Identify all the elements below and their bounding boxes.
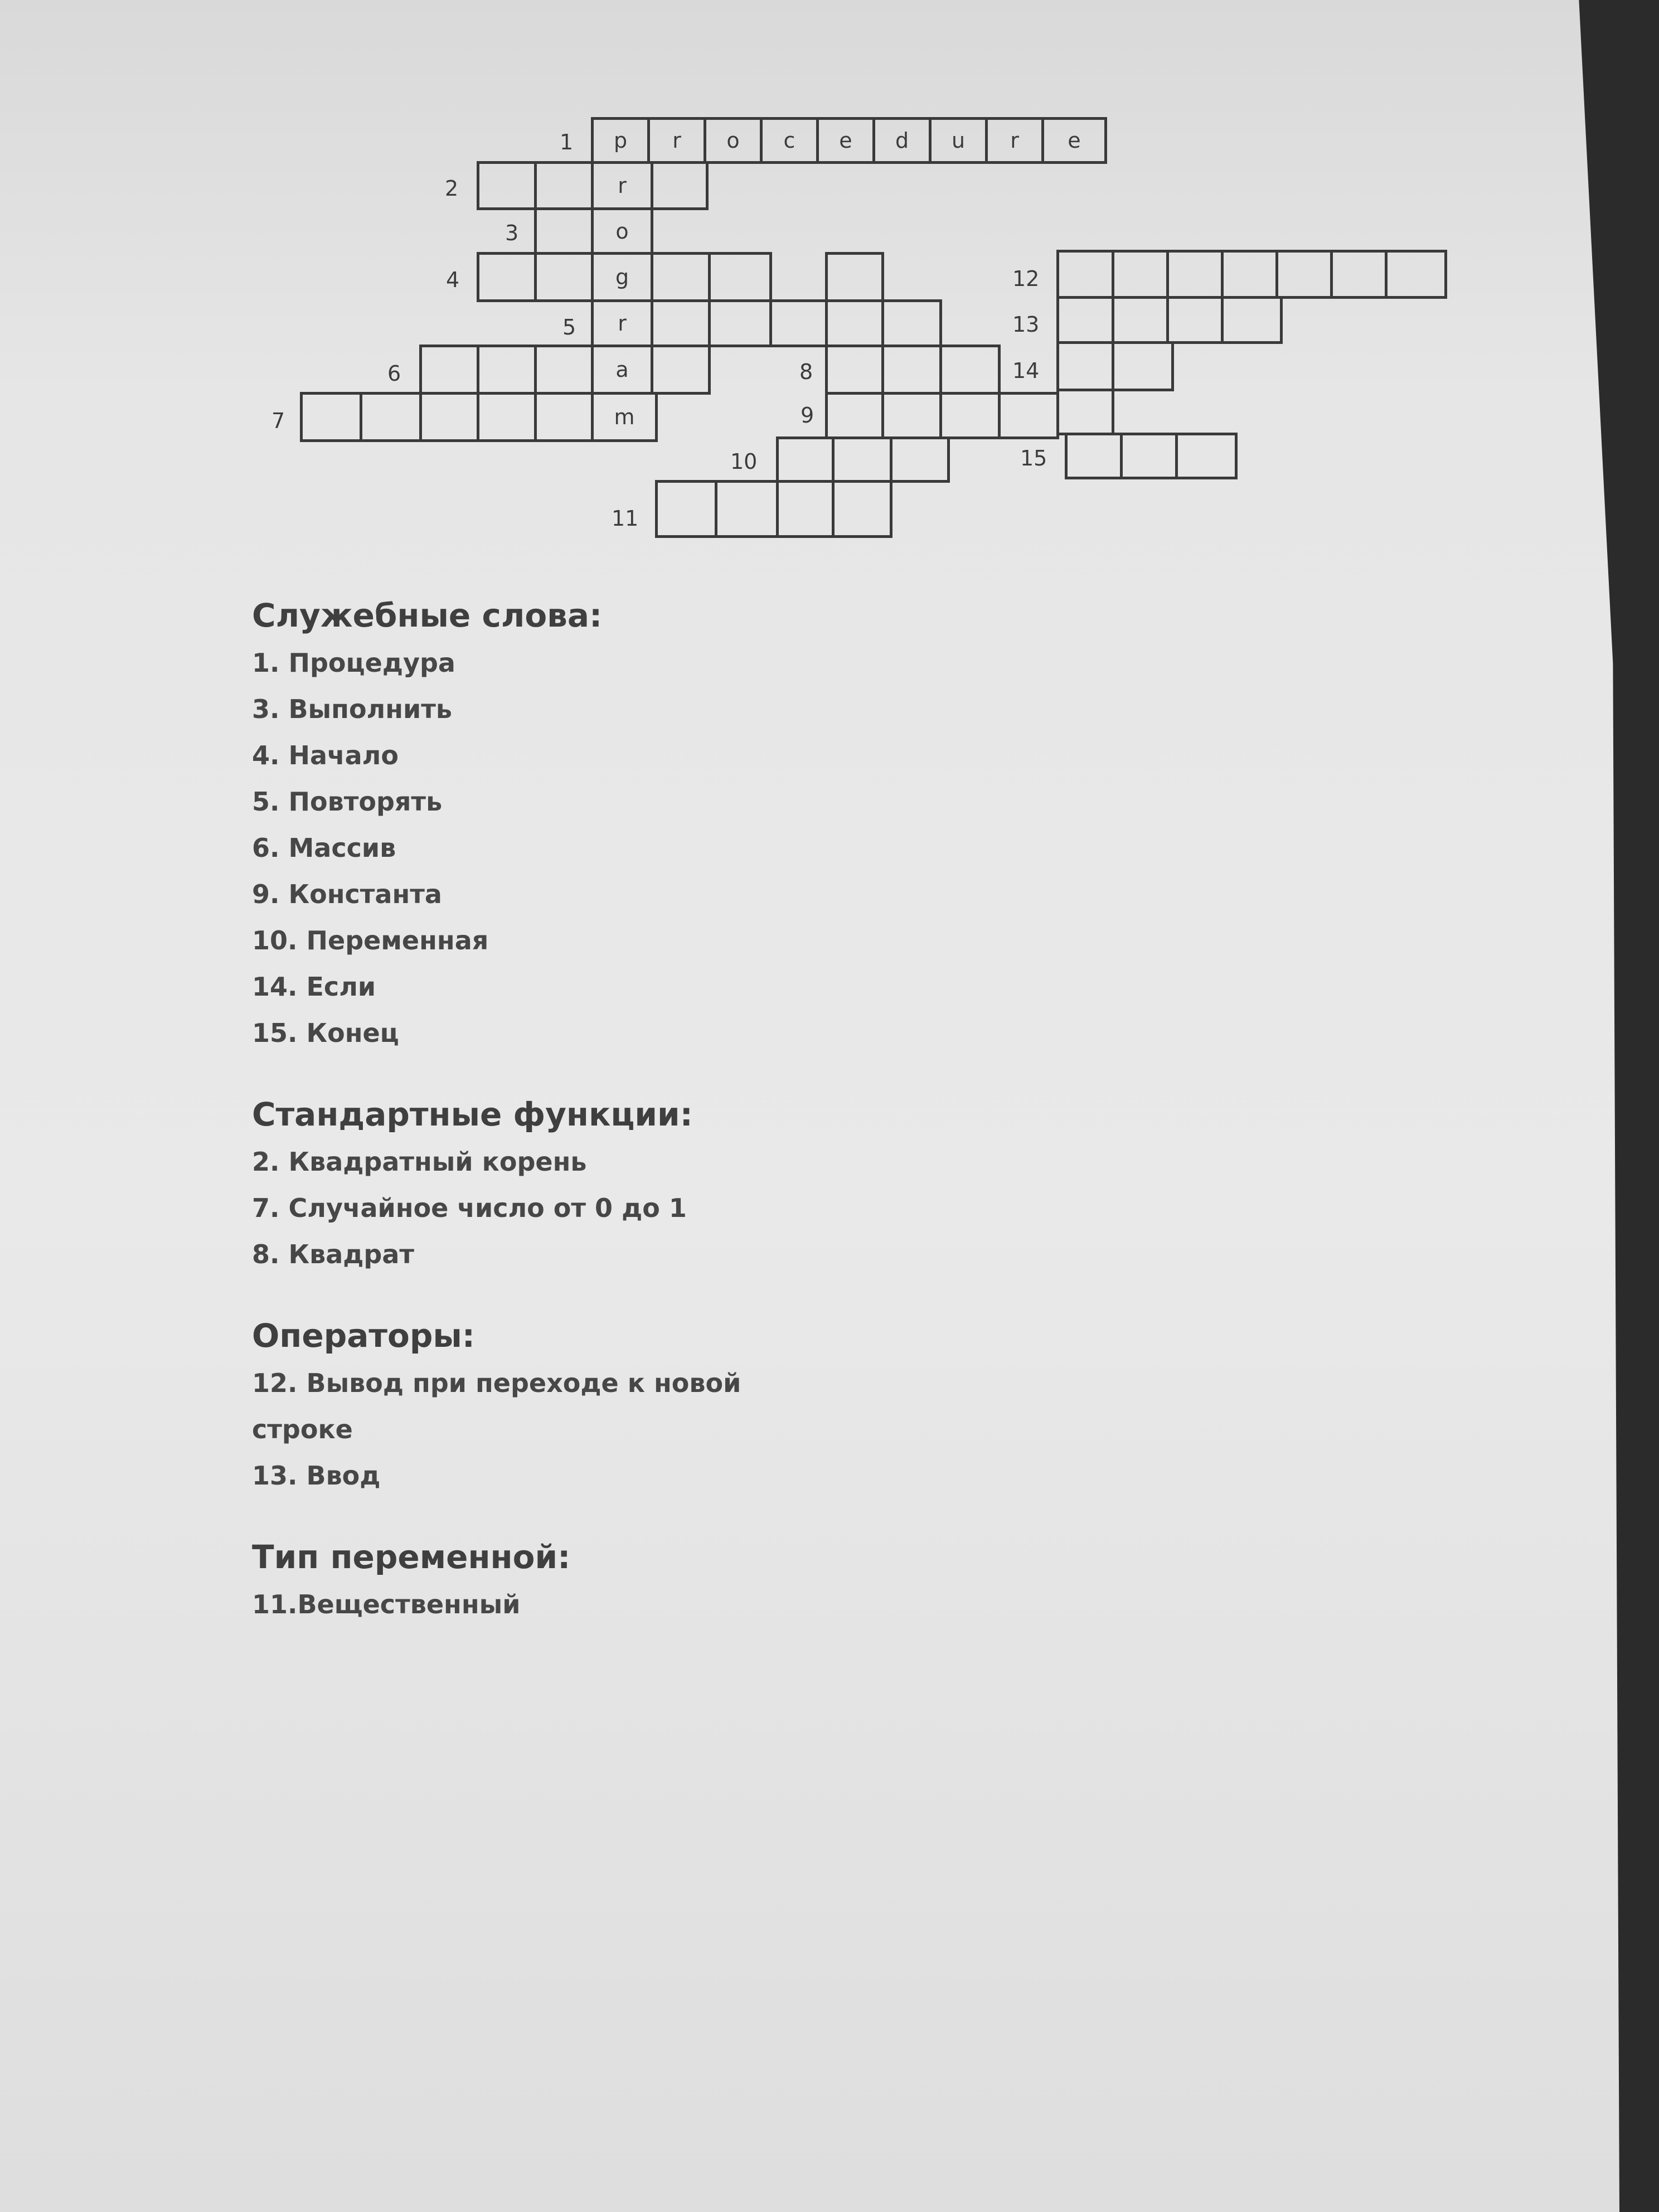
clue-item: 2. Квадратный корень: [252, 1147, 587, 1177]
clue-list: [252, 591, 1255, 1661]
clue-number: 1: [560, 130, 574, 154]
crossword-cell: [1175, 433, 1238, 479]
clue-number: 5: [562, 315, 576, 339]
crossword-cell: [939, 345, 1001, 395]
clue-item: 10. Переменная: [252, 925, 489, 955]
crossword-cell: [825, 252, 884, 302]
crossword-cell: [825, 392, 884, 439]
crossword-cell: [300, 392, 362, 442]
clue-item: 1. Процедура: [252, 648, 455, 678]
crossword-cell: [1166, 296, 1224, 344]
crossword-cell: [655, 480, 717, 538]
crossword-cell: r: [647, 117, 706, 164]
crossword-cell: [769, 299, 828, 347]
crossword-cell: g: [591, 252, 653, 302]
crossword-cell: [1120, 433, 1178, 479]
clue-number: 6: [387, 361, 401, 386]
crossword-cell: [534, 161, 594, 210]
crossword-cell: [1275, 250, 1333, 299]
crossword-cell: [477, 252, 537, 302]
clue-item: 9. Константа: [252, 879, 442, 909]
crossword-cell: [534, 392, 594, 442]
clue-number: 10: [730, 449, 758, 474]
clue-item: 6. Массив: [252, 833, 396, 863]
clue-item: 14. Если: [252, 972, 376, 1002]
crossword-cell: [477, 161, 537, 210]
crossword-cell: [1112, 341, 1174, 391]
clue-item: 11.Вещественный: [252, 1589, 521, 1619]
crossword-cell: [776, 480, 835, 538]
crossword-cell: [360, 392, 422, 442]
clue-number: 4: [446, 268, 460, 292]
section-operators: [252, 1311, 1255, 1499]
crossword-cell: [1056, 341, 1114, 391]
section-variable-type: [252, 1532, 1255, 1628]
crossword-cell: d: [872, 117, 932, 164]
crossword-cell: [477, 392, 537, 442]
crossword-cell: [651, 299, 711, 347]
crossword-cell: [1056, 296, 1114, 344]
crossword-cell: [832, 436, 892, 483]
crossword-cell: [776, 436, 835, 483]
crossword-cell: [832, 480, 892, 538]
clue-number: 11: [612, 506, 639, 531]
crossword-cell: p: [591, 117, 650, 164]
clue-item: 3. Выполнить: [252, 694, 452, 724]
crossword-cell: [708, 299, 772, 347]
clue-item: 5. Повторять: [252, 787, 443, 817]
clue-item: 4. Начало: [252, 740, 399, 770]
crossword-cell: m: [591, 392, 658, 442]
crossword-cell: [1221, 296, 1283, 344]
crossword-cell: r: [985, 117, 1044, 164]
crossword-cell: [890, 436, 950, 483]
crossword-cell: [881, 299, 942, 347]
crossword-cell: [881, 345, 942, 395]
crossword-cell: o: [591, 207, 653, 255]
clue-number: 2: [445, 176, 459, 201]
crossword-cell: [998, 392, 1059, 439]
crossword-cell: a: [591, 345, 653, 395]
crossword-cell: [1166, 250, 1224, 299]
crossword-cell: [651, 345, 711, 395]
crossword-cell: [708, 252, 772, 302]
section-service-words: [252, 591, 1255, 1056]
crossword-cell: [534, 252, 594, 302]
section-title: Тип переменной:: [252, 1538, 571, 1576]
crossword-cell: o: [704, 117, 763, 164]
clue-number: 8: [799, 360, 813, 384]
crossword-cell: [419, 392, 479, 442]
crossword-cell: e: [1041, 117, 1107, 164]
crossword-cell: [651, 252, 711, 302]
clue-item: 12. Вывод при переходе к новой строке: [252, 1368, 741, 1444]
clue-number: 9: [801, 403, 814, 428]
section-standard-functions: [252, 1090, 1255, 1278]
crossword-cell: c: [760, 117, 819, 164]
clue-number: 15: [1020, 446, 1047, 470]
section-title: Стандартные функции:: [252, 1095, 693, 1133]
clue-number: 14: [1012, 358, 1040, 383]
crossword-cell: [881, 392, 942, 439]
crossword-cell: r: [591, 299, 653, 347]
crossword-cell: [1330, 250, 1388, 299]
crossword-cell: [939, 392, 1001, 439]
clue-number: 12: [1012, 266, 1040, 291]
clue-number: 7: [271, 409, 285, 433]
crossword-cell: [477, 345, 537, 395]
crossword-cell: u: [929, 117, 988, 164]
clue-item: 15. Конец: [252, 1018, 399, 1048]
crossword-cell: [534, 207, 594, 255]
clue-item: 13. Ввод: [252, 1461, 381, 1491]
crossword-cell: [1056, 250, 1114, 299]
crossword-cell: [1112, 296, 1169, 344]
crossword-grid: [0, 0, 1659, 613]
crossword-cell: e: [816, 117, 875, 164]
crossword-cell: [1221, 250, 1278, 299]
clue-number: 13: [1012, 312, 1040, 337]
crossword-cell: [825, 299, 884, 347]
crossword-cell: [419, 345, 479, 395]
section-title: Служебные слова:: [252, 596, 603, 634]
clue-number: 3: [505, 221, 519, 245]
crossword-cell: [1112, 250, 1169, 299]
crossword-cell: r: [591, 161, 653, 210]
section-title: Операторы:: [252, 1317, 475, 1355]
clue-item: 7. Случайное число от 0 до 1: [252, 1193, 687, 1223]
clue-item: 8. Квадрат: [252, 1239, 415, 1269]
crossword-cell: [1065, 433, 1123, 479]
crossword-cell: [825, 345, 884, 395]
crossword-cell: [715, 480, 779, 538]
crossword-cell: [1385, 250, 1447, 299]
crossword-cell: [534, 345, 594, 395]
crossword-cell: [651, 161, 709, 210]
crossword-cell: [1056, 389, 1114, 435]
